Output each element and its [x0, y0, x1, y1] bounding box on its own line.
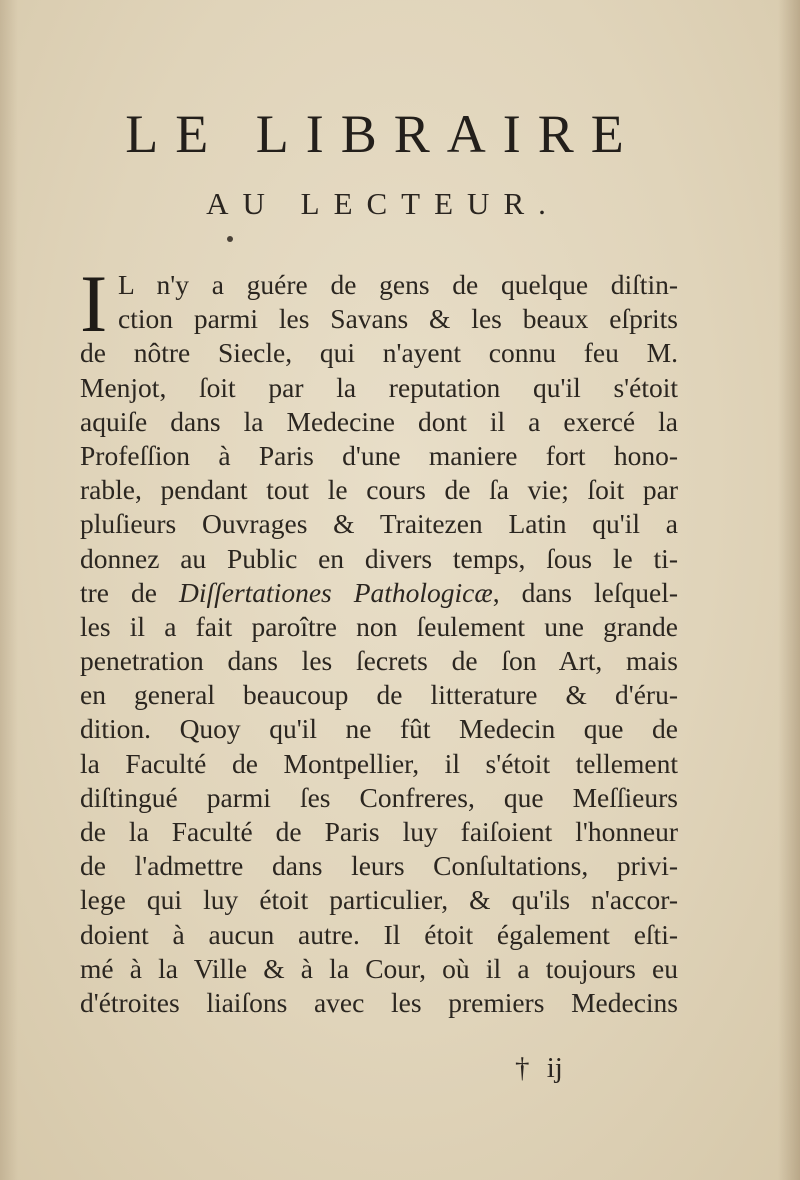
title-line-before: tre de: [80, 576, 179, 608]
text-line: les il a fait paroître non ſeulement une grande: [80, 610, 678, 642]
page-gutter-shadow: [778, 0, 800, 1180]
drop-cap: I: [80, 258, 108, 349]
text-line: de nôtre Siecle, qui n'ayent connu feu M.: [80, 337, 678, 369]
text-line: donnez au Public en divers temps, ſous le ti-: [80, 542, 678, 574]
text-line: de la Faculté de Paris luy faiſoient l'honneur: [80, 816, 678, 847]
text-line: Profeſſion à Paris d'une maniere fort hono-: [80, 439, 678, 471]
ornament-dot: [227, 236, 233, 242]
body-text: [80, 258, 678, 1020]
text-line-with-title: [80, 576, 678, 610]
page-title: LE LIBRAIRE: [125, 104, 641, 164]
text-line: Menjot, ſoit par la reputation qu'il s'étoit: [80, 371, 678, 403]
text-line: en general beaucoup de litterature & d'éru-: [80, 679, 678, 711]
text-line: mé à la Ville & à la Cour, où il a toujours eu: [80, 952, 678, 984]
work-title: Diſſertationes Pathologicæ: [178, 576, 493, 608]
title-line-after: , dans leſquel-: [492, 576, 678, 608]
text-line: penetration dans les ſecrets de ſon Art, mais: [80, 645, 678, 677]
text-line: doient à aucun autre. Il étoit également eſti-: [80, 918, 678, 950]
page-subtitle: AU LECTEUR.: [206, 186, 560, 221]
text-line: L n'y a guére de gens de quelque diſtin-: [118, 269, 678, 300]
text-line: la Faculté de Montpellier, il s'étoit tellement: [80, 747, 678, 779]
text-line: ction parmi les Savans & les beaux eſprits: [118, 303, 678, 335]
text-line: pluſieurs Ouvrages & Traitezen Latin qu'il a: [80, 508, 678, 540]
text-line: diſtingué parmi ſes Confreres, que Meſſieurs: [80, 781, 678, 813]
text-line: lege qui luy étoit particulier, & qu'ils n'accor-: [80, 884, 678, 916]
page-edge-shadow: [0, 0, 18, 1180]
text-line: dition. Quoy qu'il ne fût Medecin que de: [80, 713, 678, 745]
text-line: de l'admettre dans leurs Conſultations, privi-: [80, 850, 678, 882]
text-line: d'étroites liaiſons avec les premiers Medecins: [80, 986, 678, 1018]
signature-mark: † ij: [515, 1052, 563, 1084]
text-line: rable, pendant tout le cours de ſa vie; ſoit par: [80, 474, 678, 506]
text-line: aquiſe dans la Medecine dont il a exercé la: [80, 405, 678, 437]
